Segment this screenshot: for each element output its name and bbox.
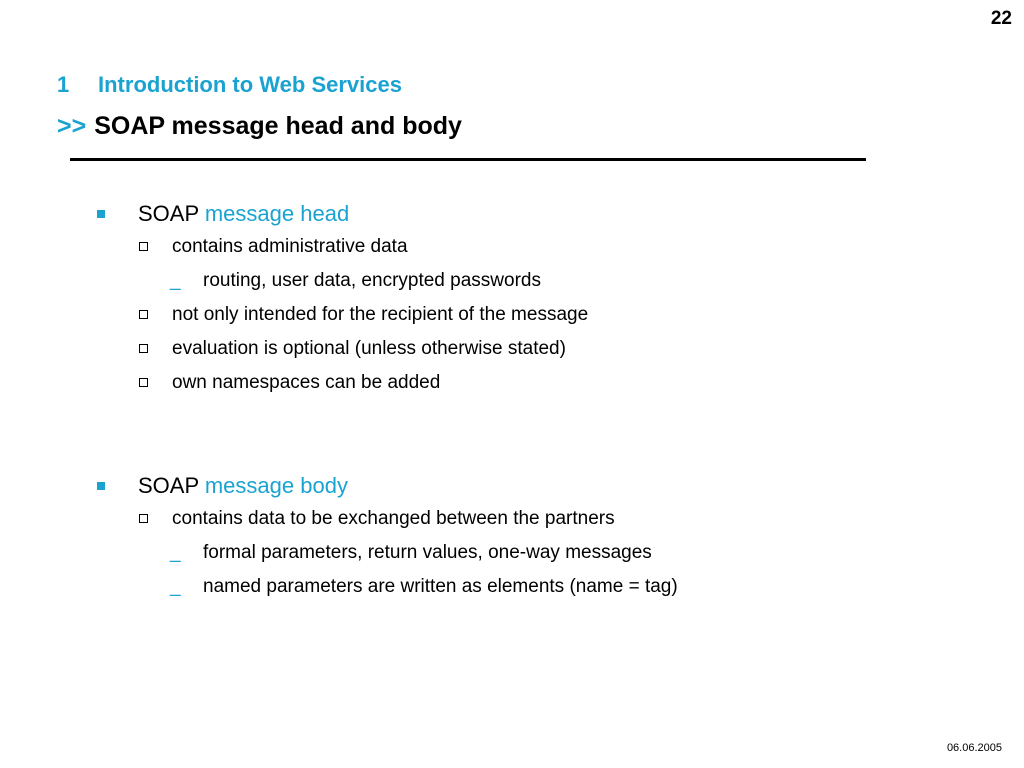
hollow-square-bullet-icon — [139, 378, 148, 387]
page-number: 22 — [990, 8, 1012, 29]
section-heading-text — [138, 472, 348, 500]
section-heading-prefix: SOAP — [138, 201, 205, 226]
list-item-text: not only intended for the recipient of the message — [172, 304, 589, 325]
hollow-square-bullet-icon — [139, 514, 148, 523]
section-heading-highlight: message head — [204, 201, 350, 226]
hollow-square-bullet-icon — [139, 242, 148, 251]
sub-list-item-text: routing, user data, encrypted passwords — [203, 270, 541, 291]
list-item-text: contains administrative data — [172, 236, 408, 257]
dash-bullet-icon: _ — [170, 270, 181, 291]
list-item-text: evaluation is optional (unless otherwise stated) — [172, 338, 566, 359]
slide-title — [57, 112, 462, 141]
chapter-heading — [57, 72, 402, 98]
dash-bullet-icon: _ — [170, 576, 181, 597]
sub-list-item-text: named parameters are written as elements (name = tag) — [203, 576, 678, 597]
section-heading-prefix: SOAP — [138, 473, 205, 498]
section-heading-text — [138, 200, 349, 228]
hollow-square-bullet-icon — [139, 310, 148, 319]
title-text: SOAP message head and body — [94, 112, 462, 140]
square-bullet-icon — [97, 482, 105, 490]
title-divider — [70, 158, 866, 161]
chapter-title: Introduction to Web Services — [98, 72, 402, 97]
list-item-text: contains data to be exchanged between the partners — [172, 508, 615, 529]
chapter-number: 1 — [57, 72, 70, 97]
hollow-square-bullet-icon — [139, 344, 148, 353]
section-heading-highlight: message body — [204, 473, 348, 498]
square-bullet-icon — [97, 210, 105, 218]
dash-bullet-icon: _ — [170, 542, 181, 563]
footer-date: 06.06.2005 — [946, 742, 1002, 754]
title-marker: >> — [57, 112, 87, 140]
sub-list-item-text: formal parameters, return values, one-way messages — [203, 542, 652, 563]
list-item-text: own namespaces can be added — [172, 372, 441, 393]
